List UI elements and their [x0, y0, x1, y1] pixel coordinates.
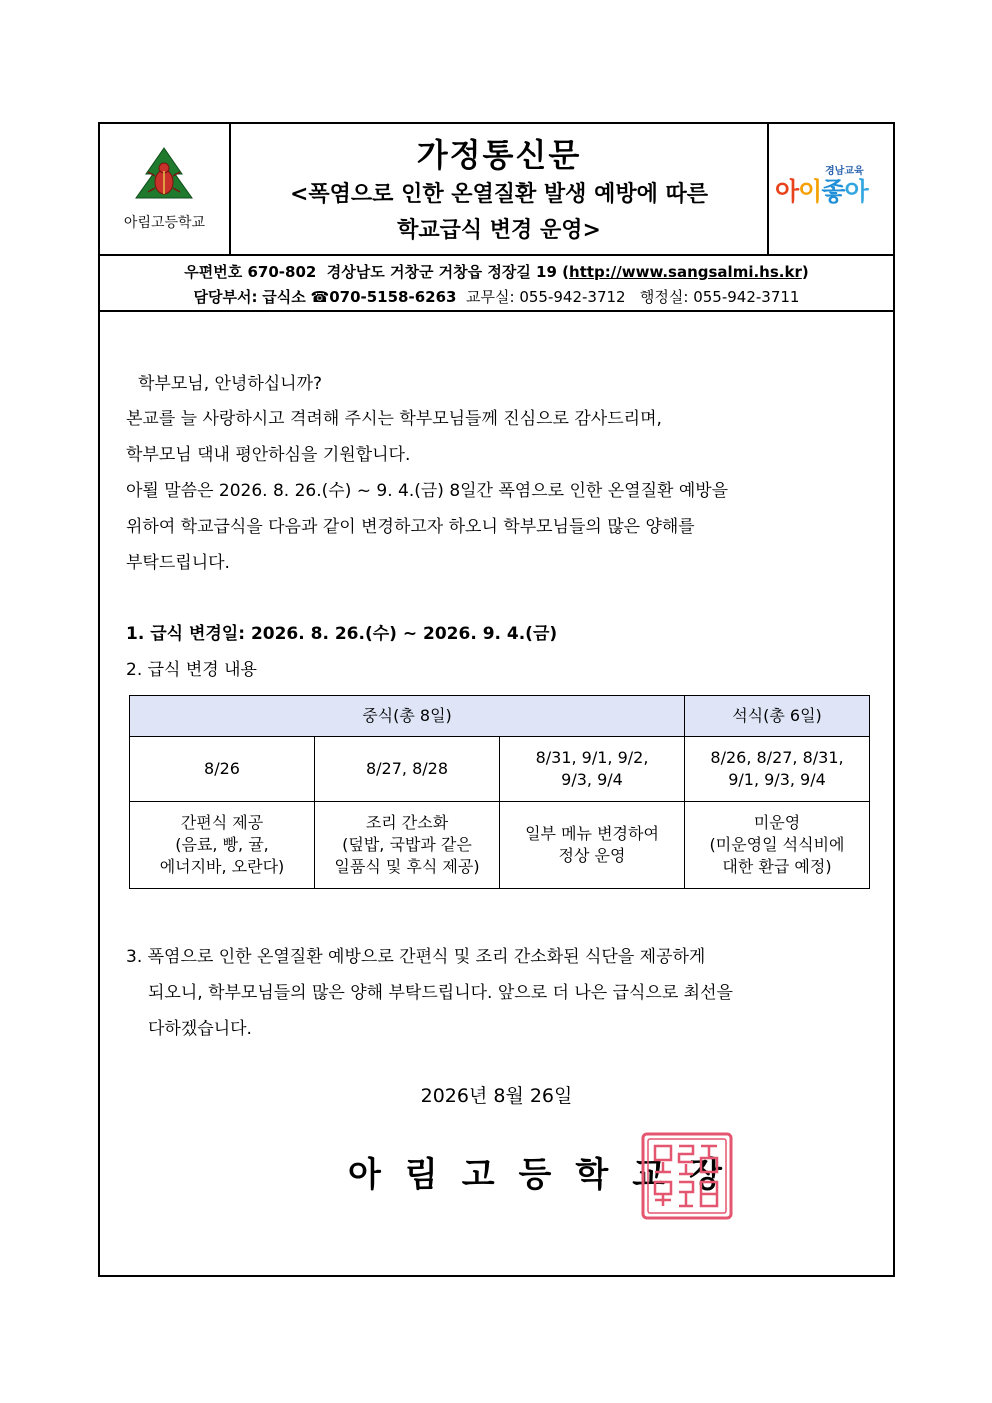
notice-frame — [98, 122, 895, 1277]
cell-line: 9/3, 9/4 — [561, 770, 623, 789]
body-line-2: 학부모님 댁내 평안하심을 기원합니다. — [126, 445, 411, 465]
body-line-5: 부탁드립니다. — [126, 553, 230, 573]
cell-line: (덮밥, 국밥과 같은 — [342, 835, 472, 854]
cell-line: 정상 운영 — [558, 846, 626, 865]
cell-line: 일부 메뉴 변경하여 — [525, 824, 659, 843]
document-subtitle — [231, 176, 767, 248]
office-phone: 055-942-3712 — [519, 288, 626, 306]
school-emblem-icon — [128, 144, 200, 208]
admin-label: 행정실: — [639, 288, 689, 306]
body-line-1: 본교를 늘 사랑하시고 격려해 주시는 학부모님들께 진심으로 감사드리며, — [126, 409, 662, 429]
dates-cell — [130, 737, 315, 802]
dates-cell — [685, 737, 870, 802]
cell-line: 8/26 — [204, 759, 240, 778]
cell-line: 조리 간소화 — [365, 813, 449, 832]
table-header-row — [130, 696, 870, 737]
principal-signature: 아림고등학교장 — [348, 1155, 746, 1195]
dates-cell — [315, 737, 500, 802]
cell-line: 9/1, 9/3, 9/4 — [728, 770, 826, 789]
admin-phone: 055-942-3711 — [693, 288, 800, 306]
brand-char-1: 아 — [775, 177, 799, 206]
postal-code: 670-802 — [247, 263, 317, 281]
department-line — [100, 286, 893, 307]
cell-line: 8/27, 8/28 — [365, 759, 449, 778]
cell-line: 간편식 제공 — [180, 813, 264, 832]
item-1-change-dates: 1. 급식 변경일: 2026. 8. 26.(수) ~ 2026. 9. 4.(금) — [126, 624, 558, 644]
body-line-3: 아뢸 말씀은 2026. 8. 26.(수) ~ 9. 4.(금) 8일간 폭염으로 인한 온열질환 예방을 — [126, 481, 729, 501]
issue-date: 2026년 8월 26일 — [420, 1085, 573, 1107]
cell-line: 에너지바, 오란다) — [159, 857, 285, 876]
lunch-header: 중식(총 8일) — [130, 696, 685, 737]
dinner-header: 석식(총 6일) — [685, 696, 870, 737]
office-label: 교무실: — [466, 288, 515, 306]
description-cell — [685, 802, 870, 889]
cell-line: (음료, 빵, 귤, — [175, 835, 269, 854]
brand-char-2: 이 — [798, 177, 822, 206]
item-3-line-3: 다하겠습니다. — [148, 1019, 252, 1039]
subtitle-line-1: <폭염으로 인한 온열질환 발생 예방에 따른 — [289, 181, 708, 207]
brand-char-3: 좋 — [821, 177, 845, 206]
dept-name: 급식소 — [262, 288, 306, 306]
title-cell — [231, 124, 767, 254]
document-title: 가정통신문 — [416, 136, 582, 174]
cell-line: 8/31, 9/1, 9/2, — [535, 748, 649, 767]
address-line: 우편번호 670-802 경상남도 거창군 거창읍 정장길 19 (http://www.sangsalmi.hs.kr) — [184, 263, 809, 281]
school-name-small: 아림고등학교 — [123, 215, 206, 231]
dept-phone: ☎070-5158-6263 — [310, 288, 457, 306]
brand-cell — [767, 124, 895, 254]
table-description-row — [130, 802, 870, 889]
header — [100, 124, 893, 256]
official-seal-icon — [641, 1132, 733, 1220]
meal-change-table — [129, 695, 870, 889]
cell-line: 일품식 및 후식 제공) — [334, 857, 480, 876]
subtitle-line-2: 학교급식 변경 운영> — [397, 217, 601, 243]
dept-label: 담당부서: — [193, 288, 258, 306]
postal-label: 우편번호 — [184, 263, 243, 281]
item-3-line-1: 3. 폭염으로 인한 온열질환 예방으로 간편식 및 조리 간소화된 식단을 제공하게 — [126, 947, 706, 967]
description-cell — [315, 802, 500, 889]
item-3-line-2: 되오니, 학부모님들의 많은 양해 부탁드립니다. 앞으로 더 나은 급식으로 최선을 — [148, 983, 733, 1003]
item-2-change-content: 2. 급식 변경 내용 — [126, 660, 257, 680]
contact-bar — [100, 255, 893, 312]
cell-line: 대한 환급 예정) — [722, 857, 832, 876]
cell-line: 미운영 — [753, 813, 801, 832]
brand-small-label: 경남교육 — [825, 166, 864, 177]
description-cell — [130, 802, 315, 889]
address: 경상남도 거창군 거창읍 정장길 19 — [326, 263, 557, 281]
school-website-link[interactable]: http://www.sangsalmi.hs.kr — [569, 263, 802, 281]
cell-line: 8/26, 8/27, 8/31, — [710, 748, 844, 767]
dates-cell — [500, 737, 685, 802]
brand-logo — [775, 172, 868, 208]
cell-line: (미운영일 석식비에 — [709, 835, 845, 854]
body-line-4: 위하여 학교급식을 다음과 같이 변경하고자 하오니 학부모님들의 많은 양해를 — [126, 517, 695, 537]
table-dates-row — [130, 737, 870, 802]
brand-char-4: 아 — [844, 177, 868, 206]
logo-cell — [100, 124, 231, 254]
description-cell — [500, 802, 685, 889]
greeting: 학부모님, 안녕하십니까? — [138, 374, 323, 394]
